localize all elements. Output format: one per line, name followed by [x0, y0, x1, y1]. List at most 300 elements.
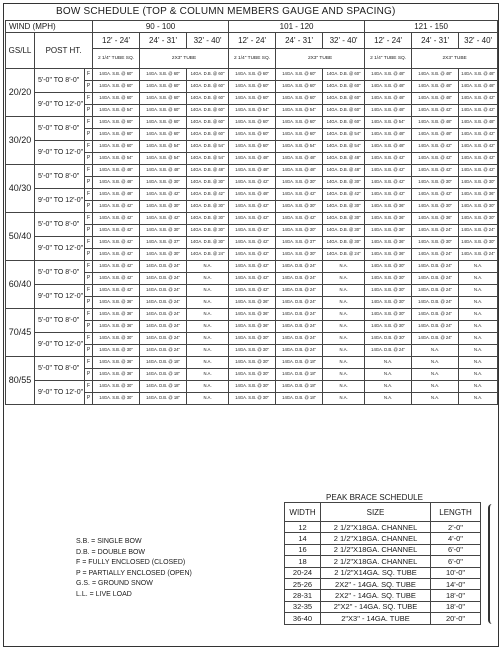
post-height-label: 9'-0" TO 12'-0"	[35, 285, 85, 309]
schedule-cell: 14GA. S.B. @ 60"	[93, 141, 140, 153]
schedule-cell: 14GA. S.B. @ 42"	[229, 285, 276, 297]
schedule-cell: 14GA. D.B. @ 24"	[140, 261, 187, 273]
schedule-cell: 14GA. D.B. @ 18"	[276, 357, 323, 369]
post-height-label: 9'-0" TO 12'-0"	[35, 93, 85, 117]
schedule-cell: N.A.	[459, 285, 498, 297]
schedule-cell: 14GA. D.B. @ 30"	[187, 201, 229, 213]
schedule-cell: 14GA. D.B. @ 18"	[276, 393, 323, 405]
enclosure-type: F	[85, 285, 93, 297]
tube-size-label: 2 1/4" TUBE SQ.	[229, 49, 276, 69]
table-row	[6, 309, 498, 321]
schedule-cell: N.A.	[459, 381, 498, 393]
schedule-cell: 14GA. S.B. @ 48"	[93, 189, 140, 201]
schedule-cell: 14GA. S.B. @ 30"	[140, 177, 187, 189]
enclosure-type: P	[85, 177, 93, 189]
schedule-cell: N.A.	[459, 393, 498, 405]
brace-length: 6'-0"	[431, 556, 481, 567]
schedule-cell: N.A.	[412, 345, 459, 357]
load-label: 60/40	[6, 261, 35, 309]
schedule-cell: 14GA. D.B. @ 60"	[187, 117, 229, 129]
schedule-cell: 14GA. S.B. @ 36"	[365, 225, 412, 237]
schedule-cell: N.A.	[187, 309, 229, 321]
schedule-cell: 14GA. S.B. @ 60"	[93, 117, 140, 129]
schedule-cell: 14GA. D.B. @ 18"	[276, 369, 323, 381]
schedule-cell: 14GA. S.B. @ 60"	[140, 129, 187, 141]
schedule-cell: 14GA. D.B. @ 24"	[323, 249, 365, 261]
schedule-cell: 14GA. S.B. @ 36"	[365, 201, 412, 213]
schedule-cell: 14GA. D.B. @ 30"	[187, 213, 229, 225]
table-row	[6, 93, 498, 105]
schedule-cell: 14GA. S.B. @ 60"	[276, 117, 323, 129]
tube-size-label: 2X3" TUBE	[140, 49, 229, 69]
schedule-cell: 14GA. S.B. @ 42"	[229, 213, 276, 225]
enclosure-type: P	[85, 201, 93, 213]
brace-width: 12	[285, 522, 321, 533]
enclosure-type: F	[85, 165, 93, 177]
schedule-cell: N.A.	[323, 369, 365, 381]
brace-size: 2 1/2"X14GA. SQ. TUBE	[321, 567, 431, 578]
load-label: 30/20	[6, 117, 35, 165]
schedule-cell: N.A.	[459, 345, 498, 357]
schedule-cell: 14GA. S.B. @ 30"	[459, 237, 498, 249]
schedule-cell: 14GA. S.B. @ 36"	[93, 369, 140, 381]
schedule-cell: 14GA. S.B. @ 42"	[229, 249, 276, 261]
schedule-cell: 14GA. S.B. @ 30"	[229, 393, 276, 405]
legend-item: F = FULLY ENCLOSED (CLOSED)	[76, 559, 186, 566]
span-header: 12' - 24'	[229, 33, 276, 49]
schedule-cell: 14GA. D.B. @ 60"	[187, 93, 229, 105]
schedule-cell: 14GA. S.B. @ 48"	[93, 165, 140, 177]
enclosure-type: P	[85, 225, 93, 237]
schedule-cell: 14GA. S.B. @ 30"	[140, 201, 187, 213]
schedule-cell: 14GA. D.B. @ 60"	[323, 69, 365, 81]
schedule-cell: 14GA. S.B. @ 54"	[140, 153, 187, 165]
schedule-cell: 14GA. S.B. @ 48"	[365, 69, 412, 81]
bow-schedule-table	[5, 20, 498, 405]
enclosure-type: P	[85, 393, 93, 405]
brace-header-width: WIDTH	[285, 503, 321, 522]
schedule-cell: 14GA. D.B. @ 24"	[412, 273, 459, 285]
schedule-cell: N.A.	[365, 381, 412, 393]
schedule-cell: 14GA. S.B. @ 30"	[229, 357, 276, 369]
schedule-cell: 14GA. S.B. @ 48"	[412, 81, 459, 93]
schedule-cell: 14GA. D.B. @ 24"	[140, 345, 187, 357]
schedule-cell: 14GA. S.B. @ 36"	[459, 189, 498, 201]
schedule-cell: 14GA. S.B. @ 30"	[412, 201, 459, 213]
schedule-cell: 14GA. S.B. @ 36"	[229, 321, 276, 333]
schedule-cell: N.A.	[323, 285, 365, 297]
schedule-cell: 14GA. D.B. @ 42"	[187, 189, 229, 201]
schedule-cell: 14GA. S.B. @ 30"	[365, 321, 412, 333]
enclosure-type: F	[85, 261, 93, 273]
post-height-label: 5'-0" TO 8'-0"	[35, 165, 85, 189]
brace-row	[285, 613, 481, 624]
schedule-cell: N.A.	[323, 261, 365, 273]
schedule-cell: 14GA. D.B. @ 24"	[412, 309, 459, 321]
brace-row	[285, 522, 481, 533]
schedule-cell: 14GA. S.B. @ 48"	[229, 189, 276, 201]
brace-row	[285, 601, 481, 612]
schedule-cell: 14GA. D.B. @ 24"	[412, 297, 459, 309]
schedule-cell: 14GA. D.B. @ 60"	[323, 105, 365, 117]
schedule-cell: 14GA. S.B. @ 36"	[93, 321, 140, 333]
schedule-cell: 14GA. S.B. @ 42"	[93, 201, 140, 213]
schedule-cell: 14GA. S.B. @ 36"	[229, 309, 276, 321]
brace-length: 18'-0"	[431, 590, 481, 601]
schedule-cell: 14GA. D.B. @ 60"	[187, 129, 229, 141]
schedule-cell: 14GA. S.B. @ 48"	[276, 165, 323, 177]
schedule-cell: 14GA. S.B. @ 48"	[365, 93, 412, 105]
schedule-cell: 14GA. D.B. @ 24"	[276, 285, 323, 297]
schedule-cell: 14GA. S.B. @ 60"	[229, 117, 276, 129]
schedule-cell: 14GA. D.B. @ 30"	[187, 177, 229, 189]
schedule-cell: 14GA. D.B. @ 24"	[412, 285, 459, 297]
brace-size: 2X2" - 14GA. SQ. TUBE	[321, 578, 431, 589]
schedule-cell: 14GA. D.B. @ 24"	[276, 273, 323, 285]
schedule-cell: 14GA. S.B. @ 42"	[459, 105, 498, 117]
schedule-cell: 14GA. S.B. @ 48"	[276, 153, 323, 165]
schedule-cell: 14GA. S.B. @ 30"	[365, 297, 412, 309]
schedule-cell: 14GA. S.B. @ 37"	[276, 237, 323, 249]
schedule-cell: N.A.	[323, 357, 365, 369]
schedule-cell: 14GA. S.B. @ 60"	[276, 93, 323, 105]
schedule-cell: 14GA. S.B. @ 42"	[229, 177, 276, 189]
schedule-cell: 14GA. S.B. @ 42"	[412, 189, 459, 201]
table-row	[6, 189, 498, 201]
post-height-label: 5'-0" TO 8'-0"	[35, 213, 85, 237]
schedule-cell: 14GA. S.B. @ 48"	[459, 117, 498, 129]
schedule-cell: 14GA. S.B. @ 48"	[365, 105, 412, 117]
schedule-cell: 14GA. S.B. @ 42"	[229, 273, 276, 285]
schedule-cell: 14GA. S.B. @ 30"	[365, 261, 412, 273]
bow-schedule-title: BOW SCHEDULE (TOP & COLUMN MEMBERS GAUGE AND SPACING)	[56, 6, 396, 17]
schedule-cell: 14GA. S.B. @ 54"	[365, 117, 412, 129]
schedule-cell: N.A.	[187, 381, 229, 393]
schedule-cell: 14GA. D.B. @ 18"	[140, 357, 187, 369]
schedule-cell: N.A.	[323, 393, 365, 405]
brace-length: 18'-0"	[431, 601, 481, 612]
wind-group-2: 101 - 120	[229, 21, 365, 33]
schedule-cell: 14GA. D.B. @ 60"	[323, 117, 365, 129]
schedule-cell: 14GA. S.B. @ 36"	[365, 237, 412, 249]
schedule-cell: 14GA. S.B. @ 42"	[229, 201, 276, 213]
schedule-cell: 14GA. S.B. @ 42"	[412, 165, 459, 177]
schedule-cell: 14GA. S.B. @ 54"	[93, 105, 140, 117]
schedule-cell: N.A.	[459, 309, 498, 321]
schedule-cell: 14GA. D.B. @ 24"	[276, 309, 323, 321]
schedule-cell: 14GA. S.B. @ 48"	[365, 129, 412, 141]
span-header: 12' - 24'	[365, 33, 412, 49]
enclosure-type: P	[85, 321, 93, 333]
schedule-cell: 14GA. S.B. @ 30"	[276, 177, 323, 189]
brace-length: 6'-0"	[431, 544, 481, 555]
schedule-cell: 14GA. D.B. @ 48"	[323, 153, 365, 165]
schedule-cell: N.A.	[323, 273, 365, 285]
schedule-cell: 14GA. S.B. @ 48"	[412, 129, 459, 141]
schedule-cell: 14GA. S.B. @ 30"	[365, 309, 412, 321]
brace-width: 32-35	[285, 601, 321, 612]
schedule-cell: 14GA. S.B. @ 42"	[365, 177, 412, 189]
schedule-cell: 14GA. S.B. @ 48"	[459, 69, 498, 81]
schedule-cell: 14GA. S.B. @ 60"	[276, 129, 323, 141]
schedule-cell: 14GA. D.B. @ 24"	[276, 297, 323, 309]
post-height-label: 5'-0" TO 8'-0"	[35, 69, 85, 93]
schedule-cell: 14GA. S.B. @ 36"	[93, 357, 140, 369]
brace-row	[285, 533, 481, 544]
schedule-cell: 14GA. S.B. @ 54"	[93, 153, 140, 165]
schedule-cell: 14GA. S.B. @ 30"	[229, 345, 276, 357]
schedule-cell: N.A.	[187, 273, 229, 285]
schedule-cell: 14GA. S.B. @ 24"	[459, 249, 498, 261]
schedule-cell: N.A.	[459, 261, 498, 273]
schedule-cell: 14GA. D.B. @ 30"	[323, 177, 365, 189]
schedule-cell: 14GA. S.B. @ 42"	[93, 273, 140, 285]
schedule-cell: 14GA. D.B. @ 48"	[187, 165, 229, 177]
load-label: 70/45	[6, 309, 35, 357]
schedule-cell: 14GA. D.B. @ 18"	[140, 393, 187, 405]
schedule-cell: 14GA. D.B. @ 60"	[187, 81, 229, 93]
schedule-cell: N.A.	[459, 321, 498, 333]
brace-width: 25-26	[285, 578, 321, 589]
schedule-cell: 14GA. S.B. @ 24"	[412, 249, 459, 261]
schedule-cell: 14GA. D.B. @ 30"	[323, 225, 365, 237]
schedule-cell: 14GA. D.B. @ 24"	[140, 333, 187, 345]
schedule-cell: 14GA. S.B. @ 60"	[140, 93, 187, 105]
schedule-cell: 14GA. D.B. @ 54"	[187, 141, 229, 153]
schedule-cell: 14GA. S.B. @ 30"	[276, 249, 323, 261]
enclosure-type: P	[85, 129, 93, 141]
schedule-cell: 14GA. S.B. @ 54"	[140, 141, 187, 153]
schedule-cell: 14GA. S.B. @ 42"	[412, 153, 459, 165]
legend-item: D.B. = DOUBLE BOW	[76, 548, 146, 556]
schedule-cell: 14GA. S.B. @ 24"	[459, 225, 498, 237]
table-row	[6, 141, 498, 153]
schedule-cell: N.A.	[412, 357, 459, 369]
schedule-cell: 14GA. S.B. @ 42"	[229, 261, 276, 273]
schedule-cell: 14GA. S.B. @ 60"	[140, 117, 187, 129]
schedule-cell: 14GA. S.B. @ 42"	[459, 93, 498, 105]
schedule-cell: 14GA. S.B. @ 42"	[459, 141, 498, 153]
schedule-cell: 14GA. D.B. @ 30"	[323, 237, 365, 249]
schedule-cell: 14GA. D.B. @ 30"	[323, 213, 365, 225]
schedule-cell: 14GA. D.B. @ 42"	[323, 189, 365, 201]
brace-length: 14'-0"	[431, 578, 481, 589]
schedule-cell: 14GA. S.B. @ 60"	[140, 81, 187, 93]
brace-width: 28-31	[285, 590, 321, 601]
table-row	[6, 165, 498, 177]
span-header: 24' - 31'	[412, 33, 459, 49]
schedule-cell: 14GA. D.B. @ 48"	[323, 165, 365, 177]
schedule-cell: 14GA. S.B. @ 60"	[229, 93, 276, 105]
schedule-cell: 14GA. S.B. @ 60"	[93, 81, 140, 93]
schedule-cell: 14GA. S.B. @ 48"	[412, 117, 459, 129]
table-row	[6, 69, 498, 81]
span-header: 24' - 31'	[140, 33, 187, 49]
brace-row	[285, 567, 481, 578]
schedule-cell: 14GA. S.B. @ 30"	[365, 273, 412, 285]
brace-size: 2 1/2"X18GA. CHANNEL	[321, 522, 431, 533]
table-row	[6, 381, 498, 393]
schedule-cell: 14GA. S.B. @ 42"	[459, 165, 498, 177]
enclosure-type: P	[85, 105, 93, 117]
schedule-cell: 14GA. S.B. @ 42"	[365, 153, 412, 165]
brace-width: 18	[285, 556, 321, 567]
enclosure-type: P	[85, 81, 93, 93]
legend-item: G.S. = GROUND SNOW	[76, 580, 153, 587]
brace-size: 2 1/2"X18GA. CHANNEL	[321, 533, 431, 544]
peak-brace-title: PEAK BRACE SCHEDULE	[326, 493, 423, 502]
span-header: 32' - 40'	[187, 33, 229, 49]
enclosure-type: F	[85, 237, 93, 249]
table-row	[6, 237, 498, 249]
schedule-cell: N.A.	[365, 357, 412, 369]
schedule-cell: 14GA. D.B. @ 24"	[187, 249, 229, 261]
brace-header-length: LENGTH	[431, 503, 481, 522]
schedule-cell: N.A.	[412, 369, 459, 381]
schedule-cell: 14GA. S.B. @ 54"	[229, 105, 276, 117]
schedule-cell: 14GA. D.B. @ 54"	[323, 129, 365, 141]
schedule-cell: 14GA. S.B. @ 42"	[140, 189, 187, 201]
tube-size-label: 2 1/4" TUBE SQ.	[93, 49, 140, 69]
load-label: 20/20	[6, 69, 35, 117]
brace-length: 2'-0"	[431, 522, 481, 533]
tube-size-label: 2X3" TUBE	[276, 49, 365, 69]
brace-row	[285, 590, 481, 601]
schedule-cell: 14GA. S.B. @ 42"	[93, 285, 140, 297]
load-label: 50/40	[6, 213, 35, 261]
enclosure-type: P	[85, 273, 93, 285]
schedule-cell: 14GA. S.B. @ 60"	[93, 93, 140, 105]
brace-width: 20-24	[285, 567, 321, 578]
schedule-cell: N.A.	[459, 273, 498, 285]
schedule-cell: N.A.	[323, 381, 365, 393]
schedule-cell: 14GA. S.B. @ 30"	[459, 213, 498, 225]
schedule-cell: 14GA. S.B. @ 42"	[140, 213, 187, 225]
post-height-label: 9'-0" TO 12'-0"	[35, 189, 85, 213]
schedule-cell: N.A.	[365, 369, 412, 381]
schedule-cell: 14GA. D.B. @ 30"	[187, 237, 229, 249]
drawing-sheet	[3, 3, 499, 647]
enclosure-type: P	[85, 345, 93, 357]
load-label: 80/55	[6, 357, 35, 405]
wind-group-1: 90 - 100	[93, 21, 229, 33]
peak-brace-table	[284, 502, 481, 625]
schedule-cell: 14GA. S.B. @ 42"	[93, 213, 140, 225]
table-row	[6, 285, 498, 297]
brace-length: 4'-0"	[431, 533, 481, 544]
legend-item: P = PARTIALLY ENCLOSED (OPEN)	[76, 569, 192, 577]
schedule-cell: N.A.	[187, 369, 229, 381]
post-height-label: 9'-0" TO 12'-0"	[35, 333, 85, 357]
schedule-cell: 14GA. S.B. @ 60"	[276, 81, 323, 93]
schedule-cell: 14GA. S.B. @ 30"	[229, 381, 276, 393]
brace-row	[285, 544, 481, 555]
schedule-cell: 14GA. D.B. @ 30"	[187, 225, 229, 237]
schedule-cell: 14GA. S.B. @ 60"	[140, 105, 187, 117]
schedule-cell: N.A.	[323, 333, 365, 345]
enclosure-type: F	[85, 141, 93, 153]
schedule-cell: 14GA. D.B. @ 24"	[365, 345, 412, 357]
schedule-cell: 14GA. D.B. @ 24"	[276, 321, 323, 333]
schedule-cell: 14GA. S.B. @ 42"	[276, 213, 323, 225]
gs-ll-header: GS/LL	[6, 33, 35, 69]
schedule-cell: 14GA. S.B. @ 60"	[229, 129, 276, 141]
enclosure-type: F	[85, 381, 93, 393]
schedule-cell: 14GA. S.B. @ 42"	[365, 189, 412, 201]
schedule-cell: 14GA. S.B. @ 60"	[229, 69, 276, 81]
schedule-cell: 14GA. S.B. @ 42"	[93, 225, 140, 237]
post-height-label: 9'-0" TO 12'-0"	[35, 381, 85, 405]
enclosure-type: F	[85, 69, 93, 81]
schedule-cell: 14GA. D.B. @ 60"	[187, 69, 229, 81]
schedule-cell: N.A.	[187, 333, 229, 345]
table-row	[6, 261, 498, 273]
page-binding-edge	[488, 504, 496, 624]
schedule-cell: 14GA. S.B. @ 36"	[365, 249, 412, 261]
enclosure-type: P	[85, 153, 93, 165]
schedule-cell: 14GA. S.B. @ 36"	[365, 213, 412, 225]
schedule-cell: 14GA. S.B. @ 42"	[93, 237, 140, 249]
schedule-cell: N.A.	[323, 297, 365, 309]
table-row	[6, 213, 498, 225]
schedule-cell: 14GA. D.B. @ 60"	[323, 81, 365, 93]
schedule-cell: 14GA. S.B. @ 48"	[459, 81, 498, 93]
schedule-cell: 14GA. D.B. @ 24"	[412, 321, 459, 333]
schedule-cell: N.A.	[459, 297, 498, 309]
brace-size: 2"X3" - 14GA. TUBE	[321, 613, 431, 624]
load-label: 40/30	[6, 165, 35, 213]
post-height-label: 9'-0" TO 12'-0"	[35, 237, 85, 261]
schedule-cell: 14GA. S.B. @ 42"	[93, 261, 140, 273]
schedule-cell: 14GA. S.B. @ 30"	[459, 201, 498, 213]
enclosure-type: F	[85, 189, 93, 201]
schedule-cell: 14GA. D.B. @ 24"	[276, 333, 323, 345]
post-height-label: 5'-0" TO 8'-0"	[35, 309, 85, 333]
schedule-cell: 14GA. S.B. @ 30"	[140, 225, 187, 237]
schedule-cell: 14GA. S.B. @ 60"	[93, 69, 140, 81]
brace-size: 2"X2" - 14GA. SQ. TUBE	[321, 601, 431, 612]
schedule-cell: 14GA. S.B. @ 30"	[93, 393, 140, 405]
schedule-cell: N.A.	[412, 393, 459, 405]
abbreviation-legend	[76, 537, 261, 600]
schedule-cell: N.A.	[459, 369, 498, 381]
enclosure-type: F	[85, 117, 93, 129]
schedule-cell: 14GA. S.B. @ 30"	[229, 369, 276, 381]
schedule-cell: 14GA. S.B. @ 48"	[412, 69, 459, 81]
enclosure-type: P	[85, 249, 93, 261]
schedule-cell: 14GA. S.B. @ 30"	[412, 177, 459, 189]
enclosure-type: F	[85, 213, 93, 225]
schedule-cell: 14GA. S.B. @ 30"	[412, 237, 459, 249]
schedule-cell: 14GA. S.B. @ 48"	[365, 81, 412, 93]
schedule-cell: 14GA. S.B. @ 30"	[229, 333, 276, 345]
post-height-label: 9'-0" TO 12'-0"	[35, 141, 85, 165]
schedule-cell: 14GA. S.B. @ 36"	[93, 309, 140, 321]
schedule-cell: 14GA. S.B. @ 42"	[412, 141, 459, 153]
schedule-cell: 14GA. D.B. @ 18"	[140, 381, 187, 393]
tube-size-label: 2X3" TUBE	[412, 49, 498, 69]
table-row	[6, 117, 498, 129]
schedule-cell: N.A.	[412, 381, 459, 393]
schedule-cell: N.A.	[187, 297, 229, 309]
schedule-cell: 14GA. S.B. @ 42"	[93, 249, 140, 261]
schedule-cell: 14GA. D.B. @ 60"	[323, 93, 365, 105]
schedule-cell: 14GA. D.B. @ 24"	[276, 261, 323, 273]
schedule-cell: 14GA. D.B. @ 24"	[140, 297, 187, 309]
span-header: 24' - 31'	[276, 33, 323, 49]
schedule-cell: 14GA. S.B. @ 48"	[93, 177, 140, 189]
brace-row	[285, 578, 481, 589]
